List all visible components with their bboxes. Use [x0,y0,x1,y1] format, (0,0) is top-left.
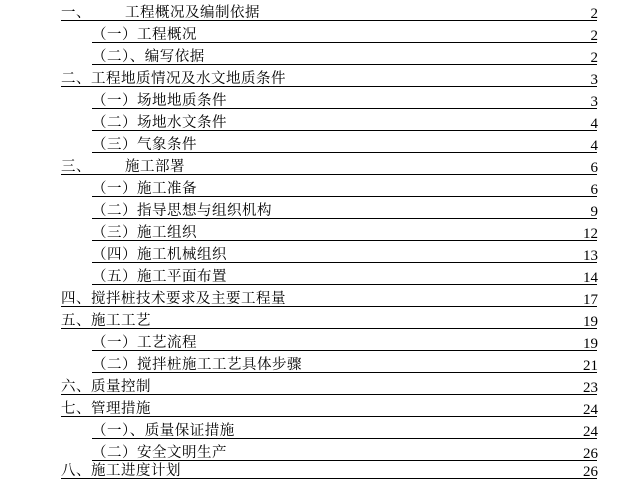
toc-entry-title: 施工部署 [125,159,185,175]
toc-entry-section-1[interactable] [0,2,640,24]
toc-entry-page-number: 6 [590,160,598,176]
toc-entry-page-number: 26 [583,464,598,480]
toc-entry-title: （五）施工平面布置 [92,269,227,285]
toc-entry-title: （一）工艺流程 [92,335,197,351]
toc-entry-page-number: 3 [590,94,598,110]
toc-entry-section-2[interactable] [0,68,640,90]
toc-entry-section-3[interactable] [0,156,640,178]
toc-entry-page-number: 17 [583,292,598,308]
toc-entry-title: （二）安全文明生产 [92,445,227,461]
toc-entry-title: （二）场地水文条件 [92,115,227,131]
toc-entry-page-number: 19 [583,336,598,352]
toc-entry-section-2-1[interactable] [0,90,640,112]
toc-entry-title: （二）搅拌桩施工工艺具体步骤 [92,357,302,373]
toc-entry-page-number: 24 [583,424,598,440]
toc-entry-section-6[interactable] [0,376,640,398]
toc-entry-section-4[interactable] [0,288,640,310]
toc-entry-page-number: 23 [583,380,598,396]
toc-entry-page-number: 4 [590,138,598,154]
toc-entry-page-number: 13 [583,248,598,264]
toc-entry-section-3-5[interactable] [0,266,640,288]
toc-entry-page-number: 2 [590,50,598,66]
toc-entry-page-number: 21 [583,358,598,374]
toc-entry-section-2-2[interactable] [0,112,640,134]
toc-entry-title: 八、施工进度计划 [61,463,181,479]
toc-entry-section-1-2[interactable] [0,46,640,68]
toc-entry-section-7-1[interactable] [0,420,640,442]
toc-entry-page-number: 3 [590,72,598,88]
toc-entry-number: 一、 [61,5,91,21]
toc-entry-title: （四）施工机械组织 [92,247,227,263]
toc-entry-title: （二）指导思想与组织机构 [92,203,272,219]
toc-entry-title: 七、管理措施 [61,401,151,417]
toc-entry-title: 五、施工工艺 [61,313,151,329]
toc-entry-section-3-3[interactable] [0,222,640,244]
toc-entry-section-5-1[interactable] [0,332,640,354]
toc-entry-page-number: 9 [590,204,598,220]
toc-entry-title: （三）气象条件 [92,137,197,153]
toc-entry-title: 六、质量控制 [61,379,151,395]
toc-entry-section-2-3[interactable] [0,134,640,156]
toc-entry-section-3-4[interactable] [0,244,640,266]
toc-entry-title: 工程概况及编制依据 [125,5,260,21]
toc-entry-title: 二、工程地质情况及水文地质条件 [61,71,286,87]
toc-entry-page-number: 24 [583,402,598,418]
toc-entry-page-number: 4 [590,116,598,132]
toc-entry-page-number: 2 [590,6,598,22]
toc-entry-page-number: 26 [583,446,598,462]
toc-entry-title: （二）、编写依据 [92,49,205,65]
toc-entry-title: （一）场地地质条件 [92,93,227,109]
toc-entry-number: 三、 [61,159,91,175]
toc-entry-section-3-2[interactable] [0,200,640,222]
toc-entry-section-1-1[interactable] [0,24,640,46]
toc-entry-page-number: 14 [583,270,598,286]
toc-entry-title: （一）施工准备 [92,181,197,197]
toc-entry-page-number: 12 [583,226,598,242]
toc-entry-title: （三）施工组织 [92,225,197,241]
toc-entry-section-8[interactable] [0,460,640,482]
toc-entry-section-7[interactable] [0,398,640,420]
toc-entry-section-3-1[interactable] [0,178,640,200]
toc-entry-page-number: 2 [590,28,598,44]
toc-entry-title: 四、搅拌桩技术要求及主要工程量 [61,291,286,307]
toc-entry-section-5-2[interactable] [0,354,640,376]
toc-entry-page-number: 19 [583,314,598,330]
toc-entry-section-5[interactable] [0,310,640,332]
toc-entry-page-number: 6 [590,182,598,198]
toc-entry-title: （一）、质量保证措施 [92,423,235,439]
toc-entry-title: （一）工程概况 [92,27,197,43]
